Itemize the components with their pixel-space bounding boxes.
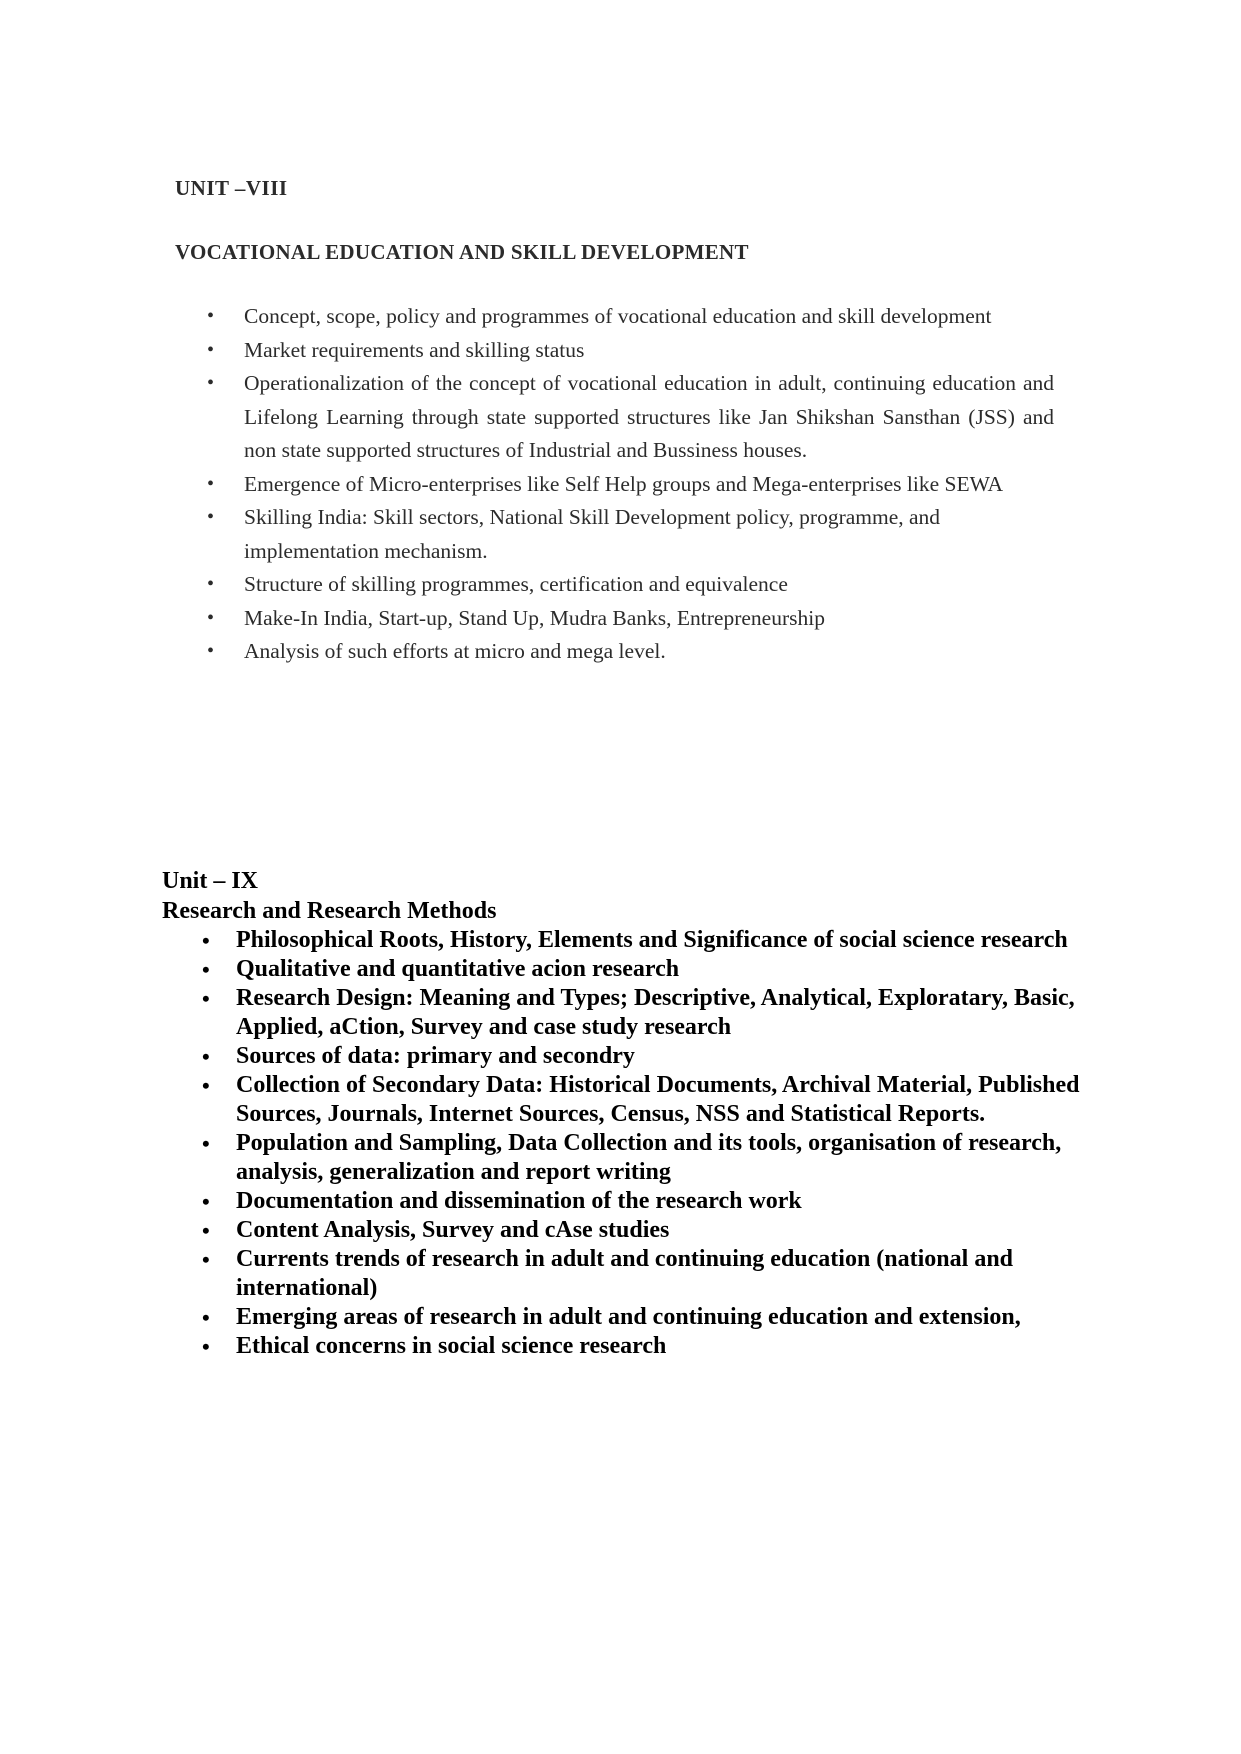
unit-ix-label: Unit – IX (162, 868, 259, 894)
bullet-icon: • (207, 338, 215, 361)
list-item-text: Skilling India: Skill sectors, National Skill Development policy, programme, and implementation mechanism. (244, 505, 941, 563)
unit-ix-topic-list (162, 926, 1162, 1361)
list-item-text: Qualitative and quantitative acion research (236, 956, 680, 982)
unit-viii-topic-list (175, 300, 1075, 669)
list-item-text: Emerging areas of research in adult and continuing education and extension, (236, 1304, 1021, 1330)
list-item (162, 1042, 1136, 1071)
list-item-text: Emergence of Micro-enterprises like Self Help groups and Mega-enterprises like SEWA (244, 471, 1004, 496)
bullet-icon: • (207, 573, 215, 595)
unit-viii-section (175, 174, 1075, 669)
list-item (162, 955, 1136, 984)
unit-viii-title: VOCATIONAL EDUCATION AND SKILL DEVELOPMENT (175, 240, 749, 264)
list-item (175, 501, 1054, 568)
list-item (175, 635, 1054, 669)
bullet-icon: • (202, 1044, 210, 1069)
bullet-icon: • (207, 606, 215, 629)
list-item-text: Sources of data: primary and secondry (236, 1043, 635, 1069)
bullet-icon: • (202, 928, 210, 953)
list-item (162, 1245, 1136, 1303)
list-item-text: Concept, scope, policy and programmes of vocational education and skill development (244, 304, 992, 328)
list-item-text: Operationalization of the concept of vocational education in adult, continuing education and Lifelong Learning through state supported structures like Jan Shikshan Sansthan (JSS) and non state supported structures of Industrial and Bussiness houses. (244, 371, 1054, 462)
bullet-icon: • (202, 986, 210, 1011)
list-item-text: Market requirements and skilling status (244, 337, 585, 362)
list-item (175, 602, 1054, 636)
bullet-icon: • (202, 1305, 210, 1330)
list-item (162, 984, 1136, 1042)
bullet-icon: • (202, 1073, 210, 1098)
bullet-icon: • (207, 472, 215, 495)
list-item (162, 1216, 1136, 1245)
list-item-text: Research Design: Meaning and Types; Descriptive, Analytical, Exploratary, Basic, Applied, aCtion, Survey and case study research (236, 985, 1075, 1040)
list-item-text: Collection of Secondary Data: Historical Documents, Archival Material, Published Sources, Journals, Internet Sources, Census, NSS and Statistical Reports. (236, 1072, 1080, 1127)
list-item-text: Make-In India, Start-up, Stand Up, Mudra Banks, Entrepreneurship (244, 605, 825, 630)
list-item-text: Documentation and dissemination of the research work (236, 1188, 802, 1214)
list-item-text: Content Analysis, Survey and cAse studies (236, 1217, 670, 1243)
list-item (175, 468, 1054, 502)
bullet-icon: • (207, 506, 215, 528)
bullet-icon: • (207, 305, 215, 327)
bullet-icon: • (202, 1218, 210, 1243)
bullet-icon: • (202, 1189, 210, 1214)
list-item (162, 1187, 1136, 1216)
list-item-text: Currents trends of research in adult and continuing education (national and international) (236, 1246, 1014, 1301)
bullet-icon: • (207, 640, 215, 662)
list-item (162, 1129, 1136, 1187)
unit-ix-title: Research and Research Methods (162, 898, 497, 924)
list-item-text: Philosophical Roots, History, Elements and Significance of social science research (236, 927, 1068, 953)
unit-ix-section (162, 866, 1162, 1361)
list-item-text: Population and Sampling, Data Collection and its tools, organisation of research, analysis, generalization and report writing (236, 1130, 1062, 1185)
list-item-text: Ethical concerns in social science research (236, 1333, 667, 1359)
bullet-icon: • (202, 1131, 210, 1156)
unit-viii-label: UNIT –VIII (175, 176, 288, 200)
list-item (162, 1303, 1136, 1332)
list-item (175, 568, 1054, 602)
list-item (175, 334, 1054, 368)
list-item (162, 1071, 1136, 1129)
list-item (162, 1332, 1136, 1361)
list-item (175, 367, 1054, 468)
list-item-text: Analysis of such efforts at micro and mega level. (244, 639, 666, 663)
bullet-icon: • (202, 1247, 210, 1272)
list-item (162, 926, 1136, 955)
bullet-icon: • (202, 957, 210, 982)
list-item (175, 300, 1054, 334)
list-item-text: Structure of skilling programmes, certification and equivalence (244, 572, 788, 596)
bullet-icon: • (202, 1334, 210, 1359)
bullet-icon: • (207, 372, 215, 394)
